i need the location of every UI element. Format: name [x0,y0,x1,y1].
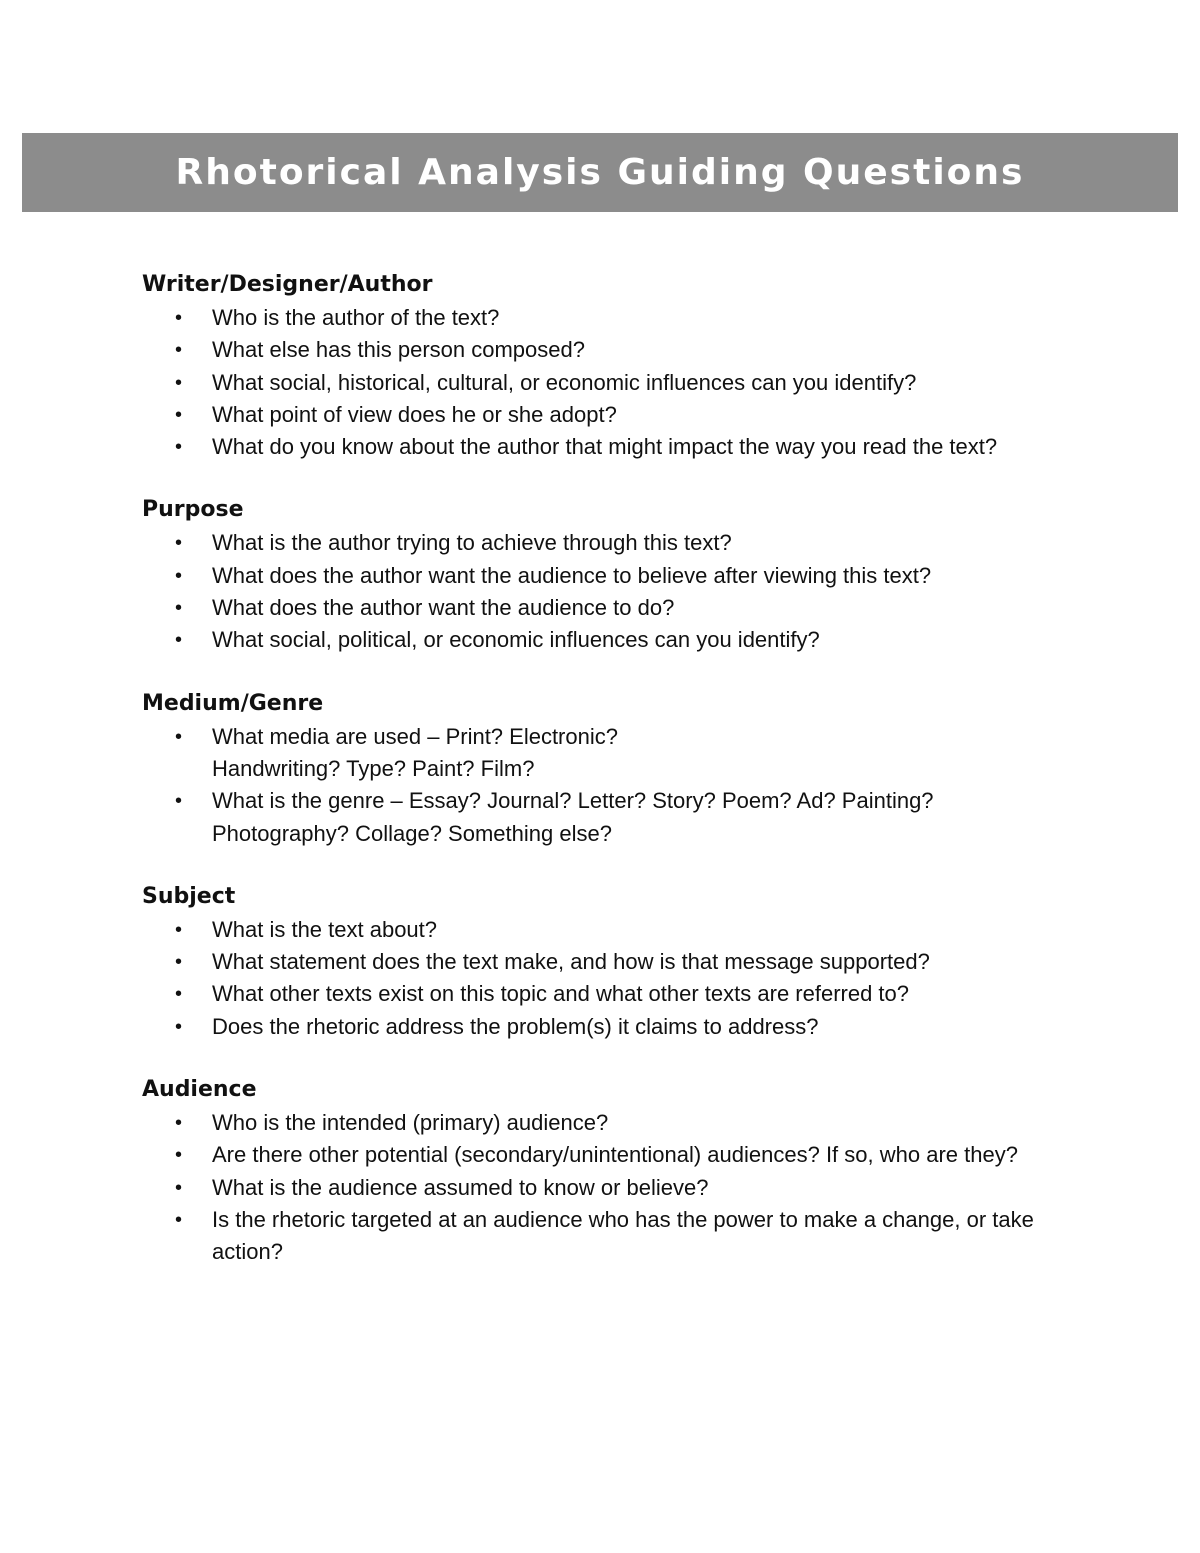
question-text: Is the rhetoric targeted at an audience who has the power to make a change, or take action? [212,1206,1034,1265]
title-banner [22,133,1178,212]
bullet-icon: • [175,983,183,1006]
section-heading: Writer/Designer/Author [142,272,433,297]
bullet-icon: • [175,403,183,426]
bullet-icon: • [175,1112,183,1135]
question-text: What point of view does he or she adopt? [212,401,617,427]
section-audience [142,1073,1062,1268]
bullet-icon: • [175,725,183,748]
bullet-icon: • [175,532,183,555]
document-content [142,268,1062,1299]
list-item [142,527,1062,559]
page-title: Rhotorical Analysis Guiding Questions [175,152,1025,193]
bullet-icon: • [175,1176,183,1199]
list-item [142,431,1062,463]
list-item [142,1204,1062,1269]
bullet-icon: • [175,1144,183,1167]
section-heading: Purpose [142,497,244,523]
question-text: Who is the author of the text? [212,305,500,330]
bullet-icon: • [175,918,183,941]
list-item [142,1107,1062,1139]
list-item [142,302,1062,334]
list-item [142,367,1062,399]
bullet-icon: • [175,371,183,394]
question-text: What is the text about? [212,916,438,942]
bullet-icon: • [175,339,183,362]
list-item [142,399,1062,431]
question-text: What does the author want the audience to do? [212,595,675,621]
bullet-icon: • [175,597,183,620]
list-item [142,1011,1062,1043]
bullet-icon: • [175,307,183,329]
bullet-icon: • [175,436,183,459]
question-list [142,302,1062,463]
question-text: Who is the intended (primary) audience? [212,1110,609,1136]
list-item [142,334,1062,366]
list-item [142,914,1062,946]
bullet-icon: • [175,790,183,813]
list-item [142,624,1062,656]
question-list [142,527,1062,656]
section-medium-genre [142,687,1062,850]
bullet-icon: • [175,951,183,974]
question-text: What social, political, or economic influences can you identify? [212,627,820,653]
bullet-icon: • [175,1208,183,1231]
question-text: What is the audience assumed to know or believe? [212,1174,709,1200]
bullet-icon: • [175,629,183,652]
list-item [142,946,1062,978]
list-item [142,592,1062,624]
question-text: What social, historical, cultural, or economic influences can you identify? [212,369,917,395]
list-item [142,1172,1062,1204]
bullet-icon: • [175,564,183,587]
list-item [142,1139,1062,1171]
question-list [142,914,1062,1043]
question-text: What media are used – Print? Electronic? Handwriting? Type? Paint? Film? [212,723,618,781]
section-writer [142,268,1062,463]
bullet-icon: • [175,1015,183,1038]
question-text: Are there other potential (secondary/unintentional) audiences? If so, who are they? [212,1142,1018,1168]
section-subject [142,880,1062,1043]
section-purpose [142,493,1062,656]
list-item [142,560,1062,592]
question-text: What else has this person composed? [212,337,585,363]
question-text: What is the author trying to achieve through this text? [212,530,732,556]
question-text: What does the author want the audience to believe after viewing this text? [212,562,932,588]
question-text: What do you know about the author that might impact the way you read the text? [212,434,998,460]
question-text: What other texts exist on this topic and what other texts are referred to? [212,981,910,1007]
list-item [142,785,992,850]
question-list [142,721,1062,850]
section-heading: Medium/Genre [142,690,324,716]
question-text: What is the genre – Essay? Journal? Letter? Story? Poem? Ad? Painting? Photography? Collage? Something else? [212,788,934,846]
list-item [142,978,1062,1010]
question-text: Does the rhetoric address the problem(s) it claims to address? [212,1013,819,1039]
section-heading: Subject [142,883,236,909]
question-text: What statement does the text make, and how is that message supported? [212,949,930,975]
section-heading: Audience [142,1077,257,1103]
list-item [142,721,672,786]
question-list [142,1107,1062,1268]
